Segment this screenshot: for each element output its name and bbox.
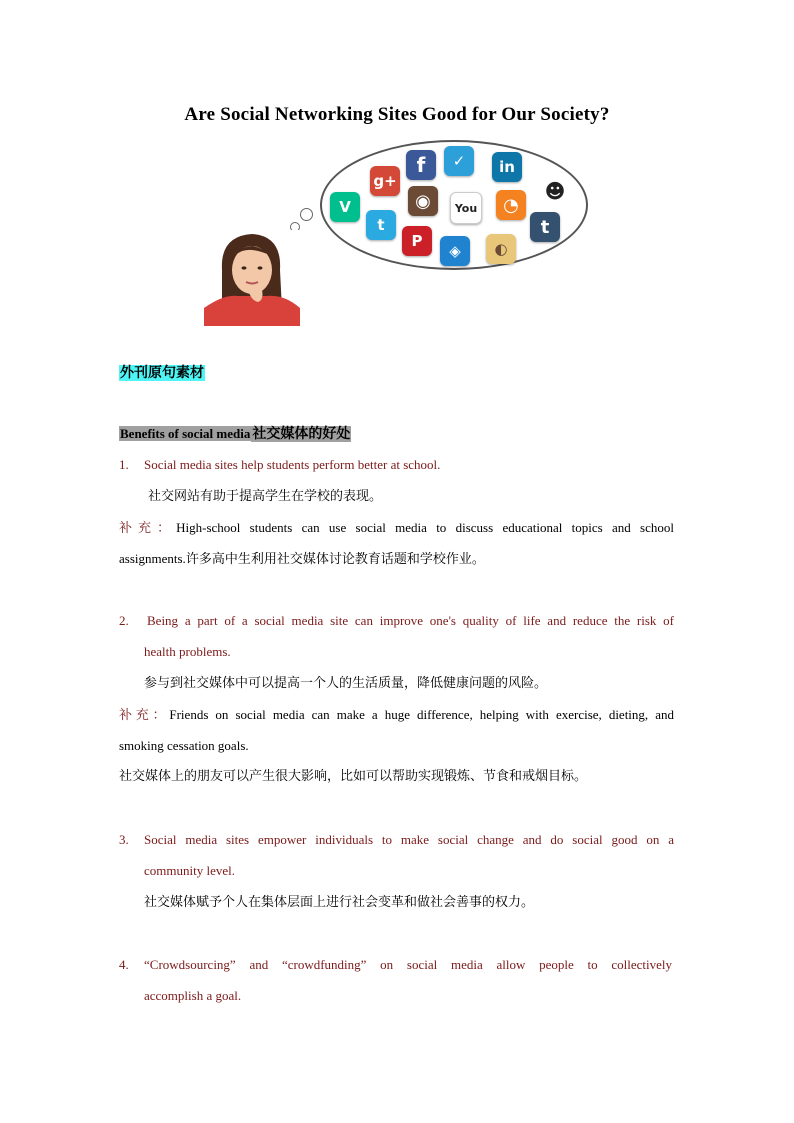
facebook-icon: f bbox=[406, 150, 436, 180]
item-3-en-line-1: Social media sites empower individuals to make social change and do social good on a bbox=[144, 832, 674, 847]
section-label bbox=[119, 364, 205, 383]
social-media-illustration bbox=[200, 138, 600, 330]
item-1-supplement-tail bbox=[119, 551, 485, 568]
benefits-heading-zh: 社交媒体的好处 bbox=[252, 426, 351, 442]
item-4-en-line-2: accomplish a goal. bbox=[144, 988, 242, 1003]
benefits-heading bbox=[119, 425, 351, 444]
pinterest-icon: P bbox=[402, 226, 432, 256]
item-number: 3. bbox=[119, 832, 129, 847]
item-2-supplement-zh: 社交媒体上的朋友可以产生很大影响，比如可以帮助实现锻炼、节食和戒烟目标。 bbox=[119, 769, 588, 784]
item-2-zh: 参与到社交媒体中可以提高一个人的生活质量，降低健康问题的风险。 bbox=[144, 676, 548, 691]
item-1-en: Social media sites help students perform better at school. bbox=[144, 457, 441, 472]
item-4-en-line-1: “Crowdsourcing” and “crowdfunding” on social media allow people to collectively bbox=[144, 957, 672, 972]
item-3-en-line-2: community level. bbox=[144, 863, 235, 878]
page-title: Are Social Networking Sites Good for Our Society? bbox=[184, 104, 610, 125]
twitter-icon: t bbox=[366, 210, 396, 240]
source-material-label: 外刊原句素材 bbox=[120, 365, 204, 381]
item-1-zh: 社交网站有助于提高学生在学校的表现。 bbox=[148, 489, 383, 504]
dropbox-icon: ◈ bbox=[440, 236, 470, 266]
item-2-en-line-1: Being a part of a social media site can improve one's quality of life and reduce the risk of bbox=[147, 613, 674, 628]
item-2-supplement-tail: smoking cessation goals. bbox=[119, 738, 249, 753]
rss-icon: ◔ bbox=[496, 190, 526, 220]
vine-icon: V bbox=[330, 192, 360, 222]
item-1-supplement bbox=[119, 520, 674, 537]
foursquare-icon: ✓ bbox=[444, 146, 474, 176]
instagram-icon: ◉ bbox=[408, 186, 438, 216]
supplement-tail-en: assignments. bbox=[119, 551, 186, 566]
google-plus-icon: g+ bbox=[370, 166, 400, 196]
benefits-heading-en: Benefits of social media bbox=[120, 426, 251, 441]
item-number: 4. bbox=[119, 957, 129, 972]
item-3-zh: 社交媒体赋予个人在集体层面上进行社会变革和做社会善事的权力。 bbox=[144, 895, 535, 910]
thinking-woman-image bbox=[204, 230, 300, 326]
linkedin-icon: in bbox=[492, 152, 522, 182]
item-number: 2. bbox=[119, 613, 129, 628]
supplement-text: High-school students can use social media to discuss educational topics and school bbox=[176, 520, 674, 535]
supplement-tag: 补充： bbox=[119, 521, 177, 536]
supplement-tail-zh: 许多高中生利用社交媒体讨论教育话题和学校作业。 bbox=[185, 552, 485, 567]
tumblr-icon: t bbox=[530, 212, 560, 242]
youtube-icon: You bbox=[450, 192, 482, 224]
item-2-supplement bbox=[119, 707, 674, 724]
supplement-tag: 补充： bbox=[119, 708, 170, 723]
item-number: 1. bbox=[119, 457, 129, 472]
hootsuite-icon: ◐ bbox=[486, 234, 516, 264]
reddit-icon: ☻ bbox=[540, 176, 570, 206]
thought-dot bbox=[300, 208, 313, 221]
supplement-text: Friends on social media can make a huge difference, helping with exercise, dieting, and bbox=[169, 707, 674, 722]
item-2-en-line-2: health problems. bbox=[144, 644, 231, 659]
